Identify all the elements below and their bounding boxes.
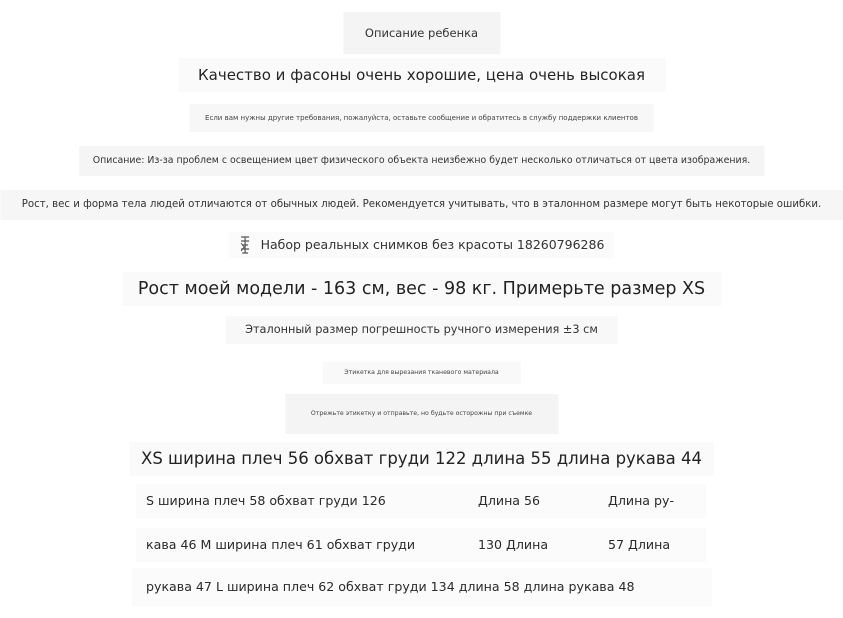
body-shape-note bbox=[0, 190, 843, 220]
size-row-cell: Длина 56 bbox=[478, 493, 541, 508]
lighting-note bbox=[79, 146, 765, 176]
size-row-cell: S ширина плеч 58 обхват груди 126 bbox=[146, 493, 386, 508]
lighting-note-text: Описание: Из-за проблем с освещением цвет физического объекта неизбежно будет несколько отличаться от цвета изображения. bbox=[92, 155, 751, 166]
header-title: Описание ребенка bbox=[364, 26, 479, 40]
support-note bbox=[189, 104, 654, 132]
model-text: Рост моей модели - 163 см, вес - 98 кг. Примерьте размер XS bbox=[137, 279, 706, 299]
support-note-text: Если вам нужны другие требования, пожалуйста, оставьте сообщение и обратитесь в службу поддержки клиентов bbox=[205, 114, 638, 122]
cut-note-text: Отрежьте этикетку и отправьте, но будьте осторожны при съемке bbox=[310, 410, 533, 417]
size-table-row bbox=[136, 484, 706, 518]
size-row-cell: кава 46 M ширина плеч 61 обхват груди bbox=[146, 537, 416, 552]
size-row-cell: рукава 47 L ширина плеч 62 обхват груди 134 длина 58 длина рукава 48 bbox=[146, 579, 635, 594]
cut-label-note bbox=[285, 394, 558, 434]
size-table-row bbox=[136, 528, 706, 562]
body-note-text: Рост, вес и форма тела людей отличаются от обычных людей. Рекомендуется учитывать, что в эталонном размере могут быть некоторые ошибки. bbox=[21, 199, 822, 210]
label-note-text: Этикетка для вырезания тканевого материала bbox=[344, 369, 499, 376]
size-table-row bbox=[132, 568, 712, 606]
measurement-note bbox=[225, 316, 618, 344]
size-row-cell: 57 Длина bbox=[608, 537, 671, 552]
quality-line bbox=[178, 58, 665, 92]
model-info bbox=[122, 272, 721, 306]
size-xs-line bbox=[129, 442, 714, 476]
label-note bbox=[322, 362, 520, 384]
tag-icon bbox=[239, 235, 251, 255]
size-row-cell: Длина ру- bbox=[608, 493, 675, 508]
child-description-header bbox=[343, 12, 500, 54]
quality-text: Качество и фасоны очень хорошие, цена очень высокая bbox=[197, 66, 646, 84]
size-xs-text: XS ширина плеч 56 обхват груди 122 длина 55 длина рукава 44 bbox=[141, 449, 702, 468]
size-row-cell: 130 Длина bbox=[478, 537, 549, 552]
measure-note-text: Эталонный размер погрешность ручного измерения ±3 см bbox=[245, 323, 598, 336]
real-photos-text: Набор реальных снимков без красоты 18260796286 bbox=[260, 237, 605, 252]
real-photos-row bbox=[229, 232, 615, 258]
